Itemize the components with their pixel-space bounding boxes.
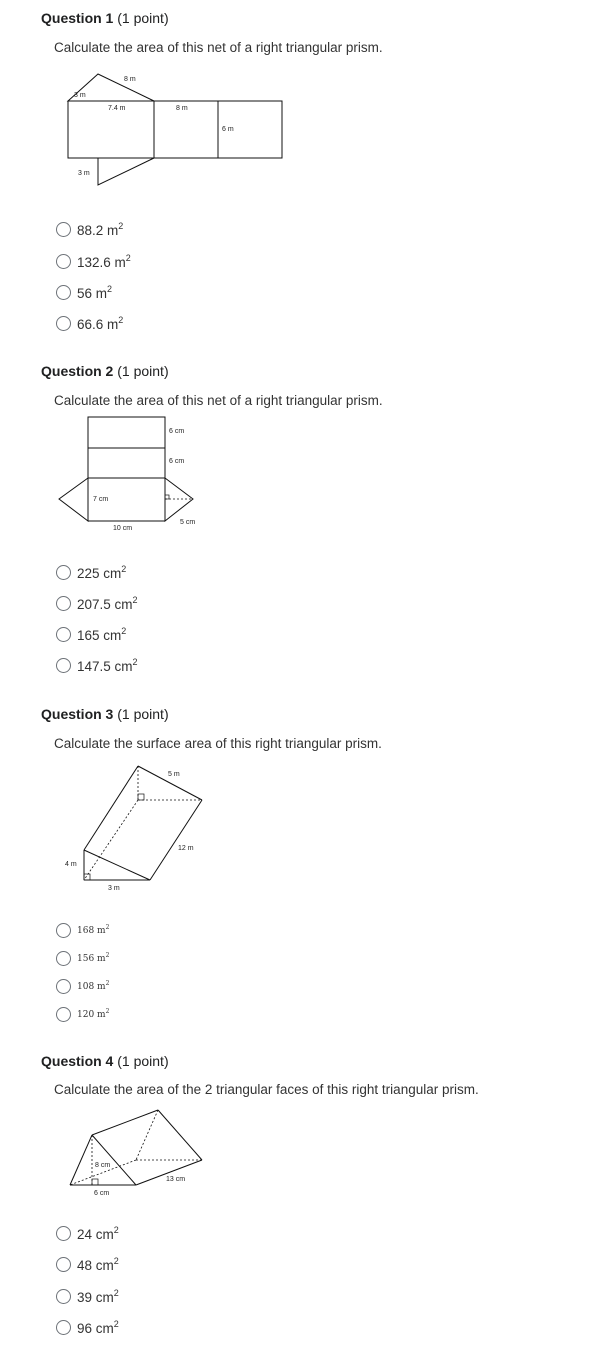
option-1[interactable]	[56, 219, 123, 239]
edge	[70, 1135, 92, 1185]
label-rect1: 6 cm	[169, 428, 185, 435]
radio-button[interactable]	[56, 1007, 71, 1022]
question-number: Question 4	[41, 1053, 114, 1069]
option-1[interactable]	[56, 562, 126, 582]
radio-button[interactable]	[56, 565, 71, 580]
label-tri-side: 5 cm	[180, 519, 196, 526]
option-label: 48 $cm^2$	[77, 1255, 119, 1273]
radio-button[interactable]	[56, 658, 71, 673]
edge	[150, 800, 202, 880]
option-2[interactable]	[56, 593, 138, 613]
radio-button[interactable]	[56, 1320, 71, 1335]
right-angle-mark	[138, 794, 144, 800]
label-rect2: 6 cm	[169, 458, 185, 465]
label-bottom: 10 cm	[113, 525, 133, 532]
radio-button[interactable]	[56, 1257, 71, 1272]
option-4[interactable]	[56, 313, 123, 333]
triangular-prism-net-diagram	[60, 65, 260, 195]
option-label: 147.5 $cm^2$	[77, 656, 138, 674]
label-height: 8 cm	[95, 1162, 111, 1169]
question-2-title	[41, 363, 169, 379]
option-label: 88.2 $m^2$	[77, 220, 124, 238]
question-1	[0, 0, 615, 345]
option-3[interactable]	[56, 976, 109, 996]
question-prompt: Calculate the area of this net of a right triangular prism.	[54, 40, 383, 55]
hidden-edge	[84, 800, 138, 880]
option-4[interactable]	[56, 655, 138, 675]
label-bottom-tri-side: 3 m	[78, 170, 90, 177]
label-inner: 7 cm	[93, 496, 109, 503]
edge	[158, 1110, 202, 1160]
option-1[interactable]	[56, 1223, 119, 1243]
right-angle-mark	[165, 495, 169, 499]
edge	[92, 1135, 136, 1185]
label-length: 12 m	[178, 845, 194, 852]
option-label: 56 $m^2$	[77, 283, 113, 301]
edge	[84, 766, 138, 850]
right-angle-mark	[92, 1179, 98, 1185]
label-bottom: 3 m	[108, 885, 120, 892]
net-triangle-bottom	[98, 158, 154, 185]
question-1-title	[41, 10, 169, 26]
option-label: 66.6 $m^2$	[77, 314, 124, 332]
radio-button[interactable]	[56, 285, 71, 300]
question-number: Question 2	[41, 363, 114, 379]
label-left: 4 m	[65, 861, 77, 868]
question-3-figure	[60, 763, 220, 898]
question-2-figure	[55, 415, 215, 540]
right-angle-mark	[84, 874, 90, 880]
net-rect-middle	[88, 448, 165, 478]
option-2[interactable]	[56, 1254, 119, 1274]
label-length: 13 cm	[166, 1176, 186, 1183]
option-2[interactable]	[56, 948, 109, 968]
radio-button[interactable]	[56, 222, 71, 237]
option-label: 225 $cm^2$	[77, 563, 127, 581]
question-4-figure	[60, 1105, 220, 1205]
question-3-title	[41, 706, 169, 722]
question-prompt: Calculate the surface area of this right triangular prism.	[54, 736, 382, 751]
option-label: 207.5 $cm^2$	[77, 594, 138, 612]
option-1[interactable]	[56, 920, 109, 940]
radio-button[interactable]	[56, 1226, 71, 1241]
radio-button[interactable]	[56, 316, 71, 331]
option-3[interactable]	[56, 624, 126, 644]
edge	[92, 1110, 158, 1135]
label-slant: 8 m	[124, 76, 136, 83]
question-number: Question 3	[41, 706, 114, 722]
radio-button[interactable]	[56, 254, 71, 269]
triangular-prism-diagram	[60, 763, 220, 898]
net-rect-top	[88, 417, 165, 448]
edge	[84, 850, 150, 880]
question-4-title	[41, 1053, 169, 1069]
question-points: (1 point)	[117, 363, 169, 379]
radio-button[interactable]	[56, 923, 71, 938]
option-2[interactable]	[56, 251, 131, 271]
question-points: (1 point)	[117, 706, 169, 722]
option-label: 120 $m^2$	[77, 1008, 110, 1020]
question-prompt: Calculate the area of this net of a right triangular prism.	[54, 393, 383, 408]
option-label: 39 $cm^2$	[77, 1287, 119, 1305]
option-label: 168 $m^2$	[77, 924, 110, 936]
net-triangle-right	[165, 478, 193, 521]
option-label: 96 $cm^2$	[77, 1318, 119, 1336]
radio-button[interactable]	[56, 596, 71, 611]
label-base: 6 cm	[94, 1190, 110, 1197]
net-triangle-left	[59, 478, 88, 521]
option-label: 24 $cm^2$	[77, 1224, 119, 1242]
radio-button[interactable]	[56, 1289, 71, 1304]
label-top: 5 m	[168, 771, 180, 778]
radio-button[interactable]	[56, 627, 71, 642]
question-prompt: Calculate the area of the 2 triangular faces of this right triangular prism.	[54, 1082, 479, 1097]
question-3	[0, 698, 615, 1033]
label-top-tri-side: 3 m	[74, 92, 86, 99]
question-1-figure	[60, 65, 260, 195]
option-3[interactable]	[56, 1286, 119, 1306]
label-rect-width: 8 m	[176, 105, 188, 112]
option-4[interactable]	[56, 1004, 109, 1024]
label-height: 7.4 m	[108, 105, 126, 112]
radio-button[interactable]	[56, 979, 71, 994]
label-rect-height: 6 m	[222, 126, 234, 133]
option-label: 156 $m^2$	[77, 952, 110, 964]
triangular-prism-diagram	[60, 1105, 220, 1205]
radio-button[interactable]	[56, 951, 71, 966]
question-points: (1 point)	[117, 10, 169, 26]
option-label: 108 $m^2$	[77, 980, 110, 992]
triangular-prism-net-diagram	[55, 415, 215, 540]
option-3[interactable]	[56, 282, 112, 302]
question-number: Question 1	[41, 10, 114, 26]
question-2	[0, 355, 615, 690]
option-label: 132.6 $m^2$	[77, 252, 131, 270]
option-label: 165 $cm^2$	[77, 625, 127, 643]
question-4	[0, 1045, 615, 1346]
option-4[interactable]	[56, 1317, 119, 1337]
question-points: (1 point)	[117, 1053, 169, 1069]
